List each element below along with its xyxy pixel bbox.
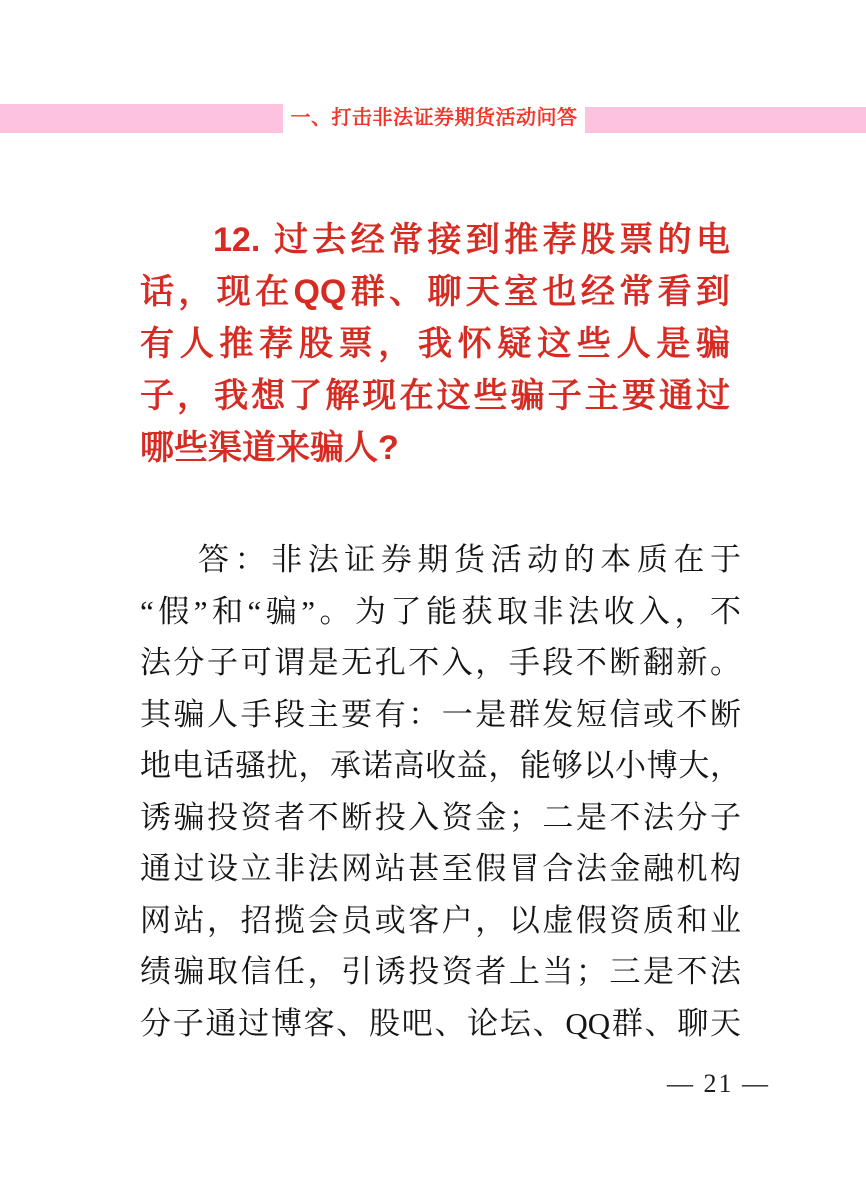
chapter-title: 一、打击非法证券期货活动问答 [290,107,578,129]
answer-line: 地电话骚扰，承诺高收益，能够以小博大， [140,748,741,783]
answer-line: 分子通过博客、股吧、论坛、QQ群、聊天 [140,1005,741,1041]
answer-body [140,534,741,1049]
page-number: — 21 — [667,1069,770,1098]
answer-line: “假”和“骗”。为了能获取非法收入，不 [140,593,741,629]
answer-line: 通过设立非法网站甚至假冒合法金融机构 [140,851,741,886]
question-line: 有人推荐股票，我怀疑这些人是骗 [140,325,730,363]
header-bar-right [585,107,866,133]
answer-line: 其骗人手段主要有：一是群发短信或不断 [140,696,741,732]
answer-line: 网站，招揽会员或客户，以虚假资质和业 [140,902,741,938]
question-line: 话，现在QQ群、聊天室也经常看到 [140,273,730,311]
question-line: 子，我想了解现在这些骗子主要通过 [140,377,730,415]
header-bar-left [0,104,283,133]
answer-line: 答：非法证券期货活动的本质在于 [198,542,741,577]
chapter-header [0,104,866,133]
question-heading [140,214,730,474]
question-line: 哪些渠道来骗人? [140,429,399,467]
answer-line: 绩骗取信任，引诱投资者上当；三是不法 [140,954,741,989]
answer-line: 法分子可谓是无孔不入，手段不断翻新。 [140,645,741,680]
question-line: 12. 过去经常接到推荐股票的电 [213,221,730,259]
answer-line: 诱骗投资者不断投入资金；二是不法分子 [140,799,741,835]
